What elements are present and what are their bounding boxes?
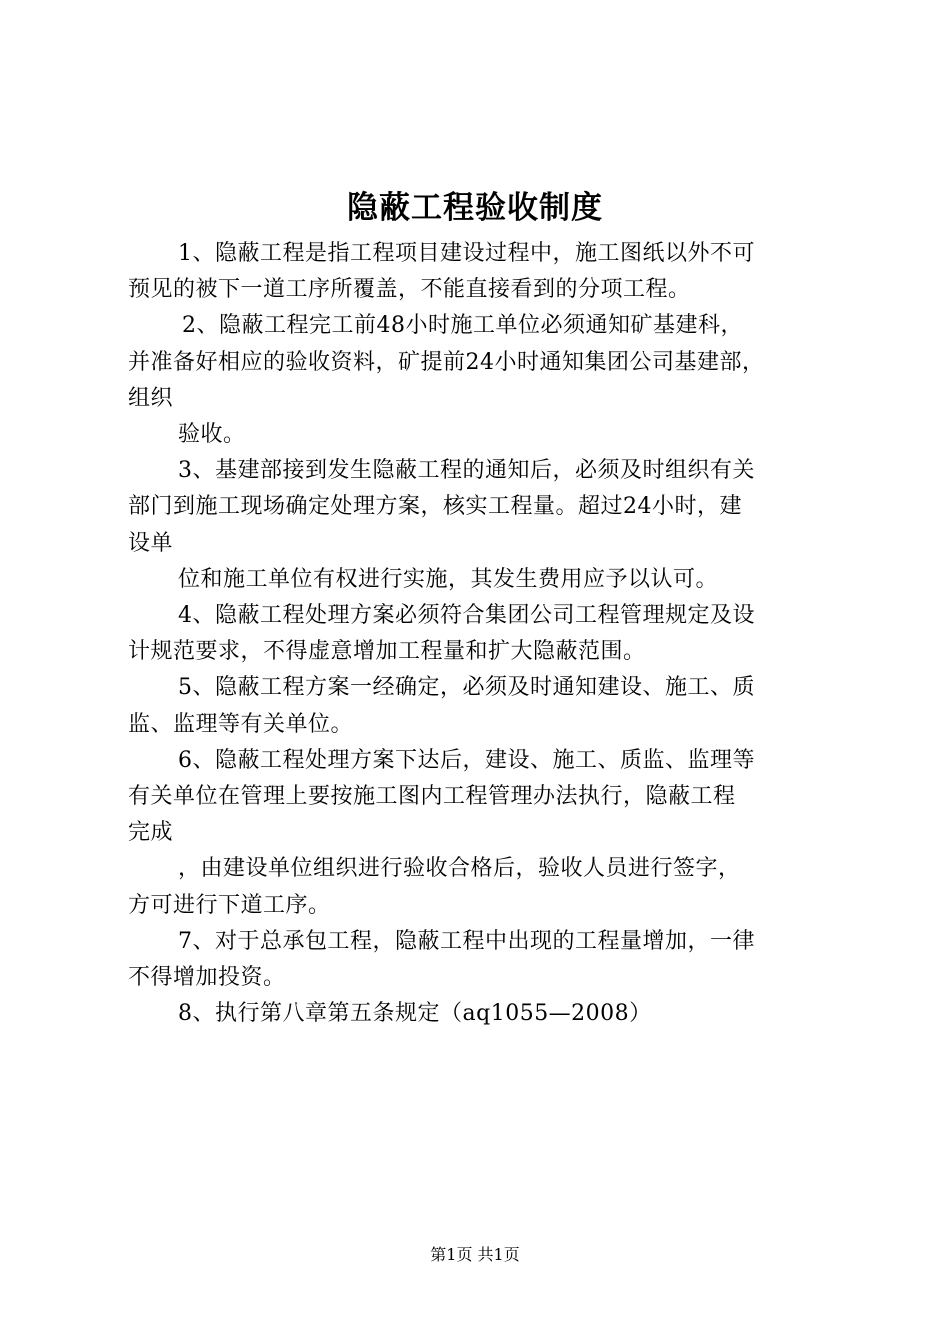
document-title: 隐蔽工程验收制度 <box>347 190 603 226</box>
text-line: 1、隐蔽工程是指工程项目建设过程中，施工图纸以外不可 <box>178 241 755 266</box>
text-line: 预见的被下一道工序所覆盖，不能直接看到的分项工程。 <box>128 277 691 303</box>
text-line: 完成 <box>128 820 174 846</box>
text-line: 7、对于总承包工程，隐蔽工程中出现的工程量增加，一律 <box>178 928 755 954</box>
text-line: 5、隐蔽工程方案一经确定，必须及时通知建设、施工、质 <box>178 675 755 701</box>
text-line: 组织 <box>128 385 174 411</box>
text-line: 2、隐蔽工程完工前48小时施工单位必须通知矿基建科， <box>182 313 743 339</box>
document-body <box>128 236 834 1032</box>
text-line: 位和施工单位有权进行实施，其发生费用应予以认可。 <box>178 566 719 592</box>
text-line: 方可进行下道工序。 <box>128 892 331 918</box>
text-line: 不得增加投资。 <box>128 965 286 991</box>
text-line: 3、基建部接到发生隐蔽工程的通知后，必须及时组织有关 <box>178 458 755 484</box>
text-line: 6、隐蔽工程处理方案下达后，建设、施工、质监、监理等 <box>178 747 755 773</box>
text-line: 验收。 <box>178 422 246 448</box>
text-line: 4、隐蔽工程处理方案必须符合集团公司工程管理规定及设 <box>178 603 755 629</box>
text-line: 监、监理等有关单位。 <box>128 711 354 737</box>
text-line: 8、执行第八章第五条规定（aq1055—2008） <box>178 1001 652 1027</box>
page-footer: 第1页 共1页 <box>430 1245 520 1264</box>
text-line: 计规范要求，不得虚意增加工程量和扩大隐蔽范围。 <box>128 639 646 665</box>
text-line: 有关单位在管理上要按施工图内工程管理办法执行，隐蔽工程 <box>128 784 736 810</box>
text-line: ，由建设单位组织进行验收合格后，验收人员进行签字， <box>178 856 741 882</box>
text-line: 设单 <box>128 530 174 556</box>
text-line: 并准备好相应的验收资料，矿提前24小时通知集团公司基建部， <box>128 349 765 375</box>
text-line: 部门到施工现场确定处理方案，核实工程量。超过24小时，建 <box>128 494 742 520</box>
